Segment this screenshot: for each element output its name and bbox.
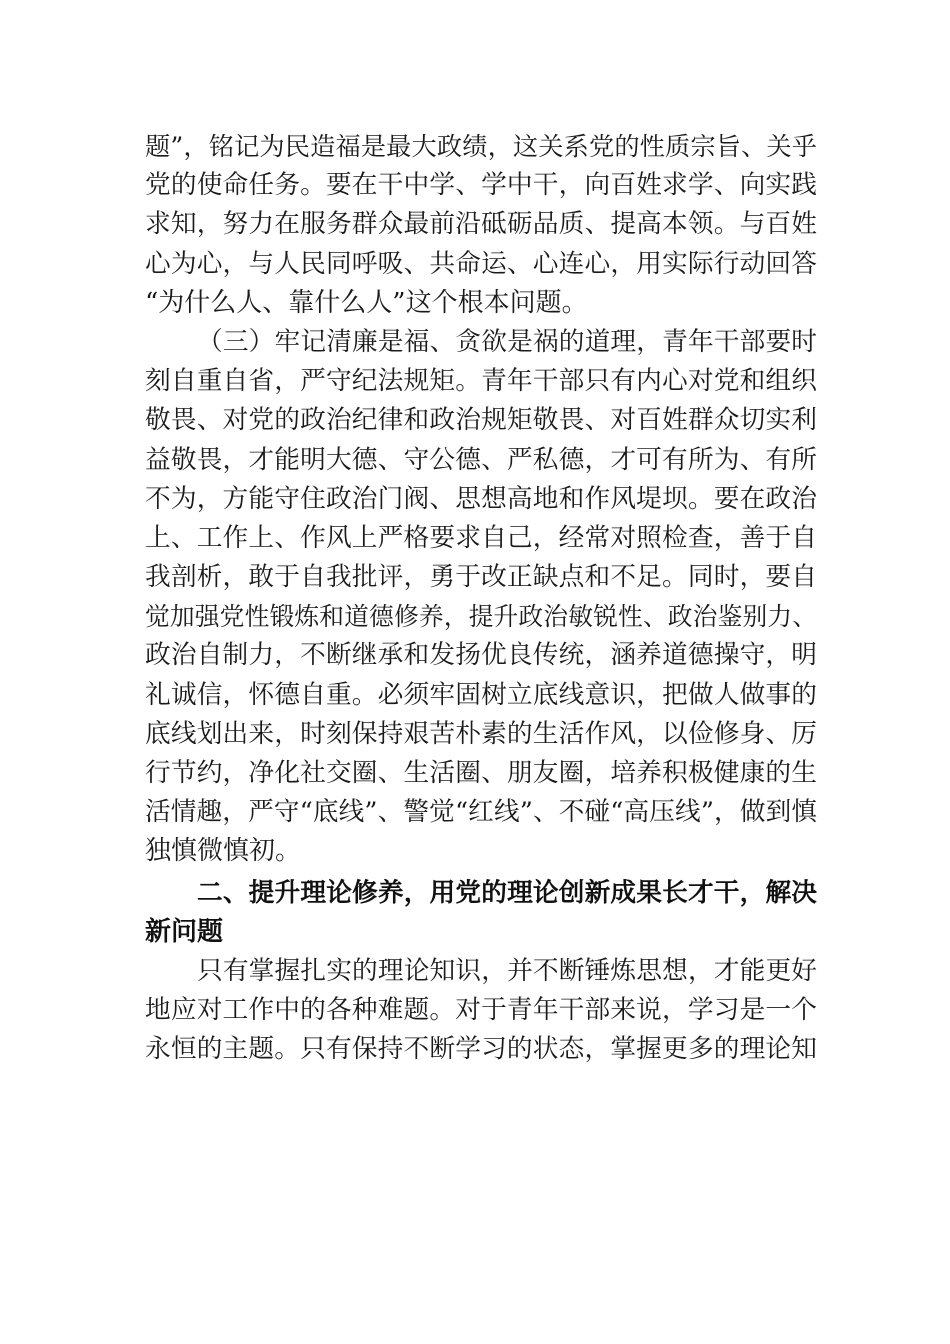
paragraph-theory — [145, 952, 817, 1070]
text-line: （三）牢记清廉是福、贪欲是祸的道理，青年干部要时 — [197, 326, 817, 357]
text-line: 我剖析，敢于自我批评，勇于改正缺点和不足。同时，要自 — [145, 562, 817, 593]
text-line: 底线划出来，时刻保持艰苦朴素的生活作风，以俭修身、厉 — [145, 718, 817, 749]
heading-line: 二、提升理论修养，用党的理论创新成果长才干，解决 — [197, 877, 817, 908]
text-line: 刻自重自省，严守纪法规矩。青年干部只有内心对党和组织 — [145, 366, 817, 397]
text-line: 政治自制力，不断继承和发扬优良传统，涵养道德操守，明 — [145, 640, 817, 671]
text-line: 敬畏、对党的政治纪律和政治规矩敬畏、对百姓群众切实利 — [145, 405, 817, 436]
text-line: 礼诚信，怀德自重。必须牢固树立底线意识，把做人做事的 — [145, 679, 817, 710]
text-line: 心为心，与人民同呼吸、共命运、心连心，用实际行动回答 — [145, 248, 817, 279]
text-line: 求知，努力在服务群众最前沿砥砺品质、提高本领。与百姓 — [145, 209, 817, 240]
text-line: 党的使命任务。要在干中学、学中干，向百姓求学、向实践 — [145, 170, 817, 201]
text-line: 觉加强党性锻炼和道德修养，提升政治敏锐性、政治鉴别力、 — [145, 602, 817, 632]
text-line: 上、工作上、作风上严格要求自己，经常对照检查，善于自 — [145, 522, 817, 553]
text-line: 永恒的主题。只有保持不断学习的状态，掌握更多的理论知 — [145, 1034, 817, 1065]
document-body — [145, 127, 817, 1070]
text-line: 只有掌握扎实的理论知识，并不断锤炼思想，才能更好 — [197, 955, 817, 986]
text-line: 活情趣，严守“底线”、警觉“红线”、不碰“高压线”，做到慎 — [145, 797, 817, 828]
paragraph-continuation — [145, 127, 817, 323]
text-line: 地应对工作中的各种难题。对于青年干部来说，学习是一个 — [145, 995, 817, 1026]
paragraph-section-three — [145, 323, 817, 872]
text-line: 益敬畏，才能明大德、守公德、严私德，才可有所为、有所 — [145, 444, 817, 475]
text-line: 不为，方能守住政治门阀、思想高地和作风堤坝。要在政治 — [145, 483, 817, 514]
text-line: 独慎微慎初。 — [145, 836, 302, 867]
section-heading — [145, 874, 817, 952]
heading-line: 新问题 — [145, 916, 224, 947]
text-line: 题”，铭记为民造福是最大政绩，这关系党的性质宗旨、关乎 — [145, 132, 817, 161]
text-line: “为什么人、靠什么人”这个根本问题。 — [145, 287, 588, 318]
text-line: 行节约，净化社交圈、生活圈、朋友圈，培养积极健康的生 — [145, 758, 817, 788]
